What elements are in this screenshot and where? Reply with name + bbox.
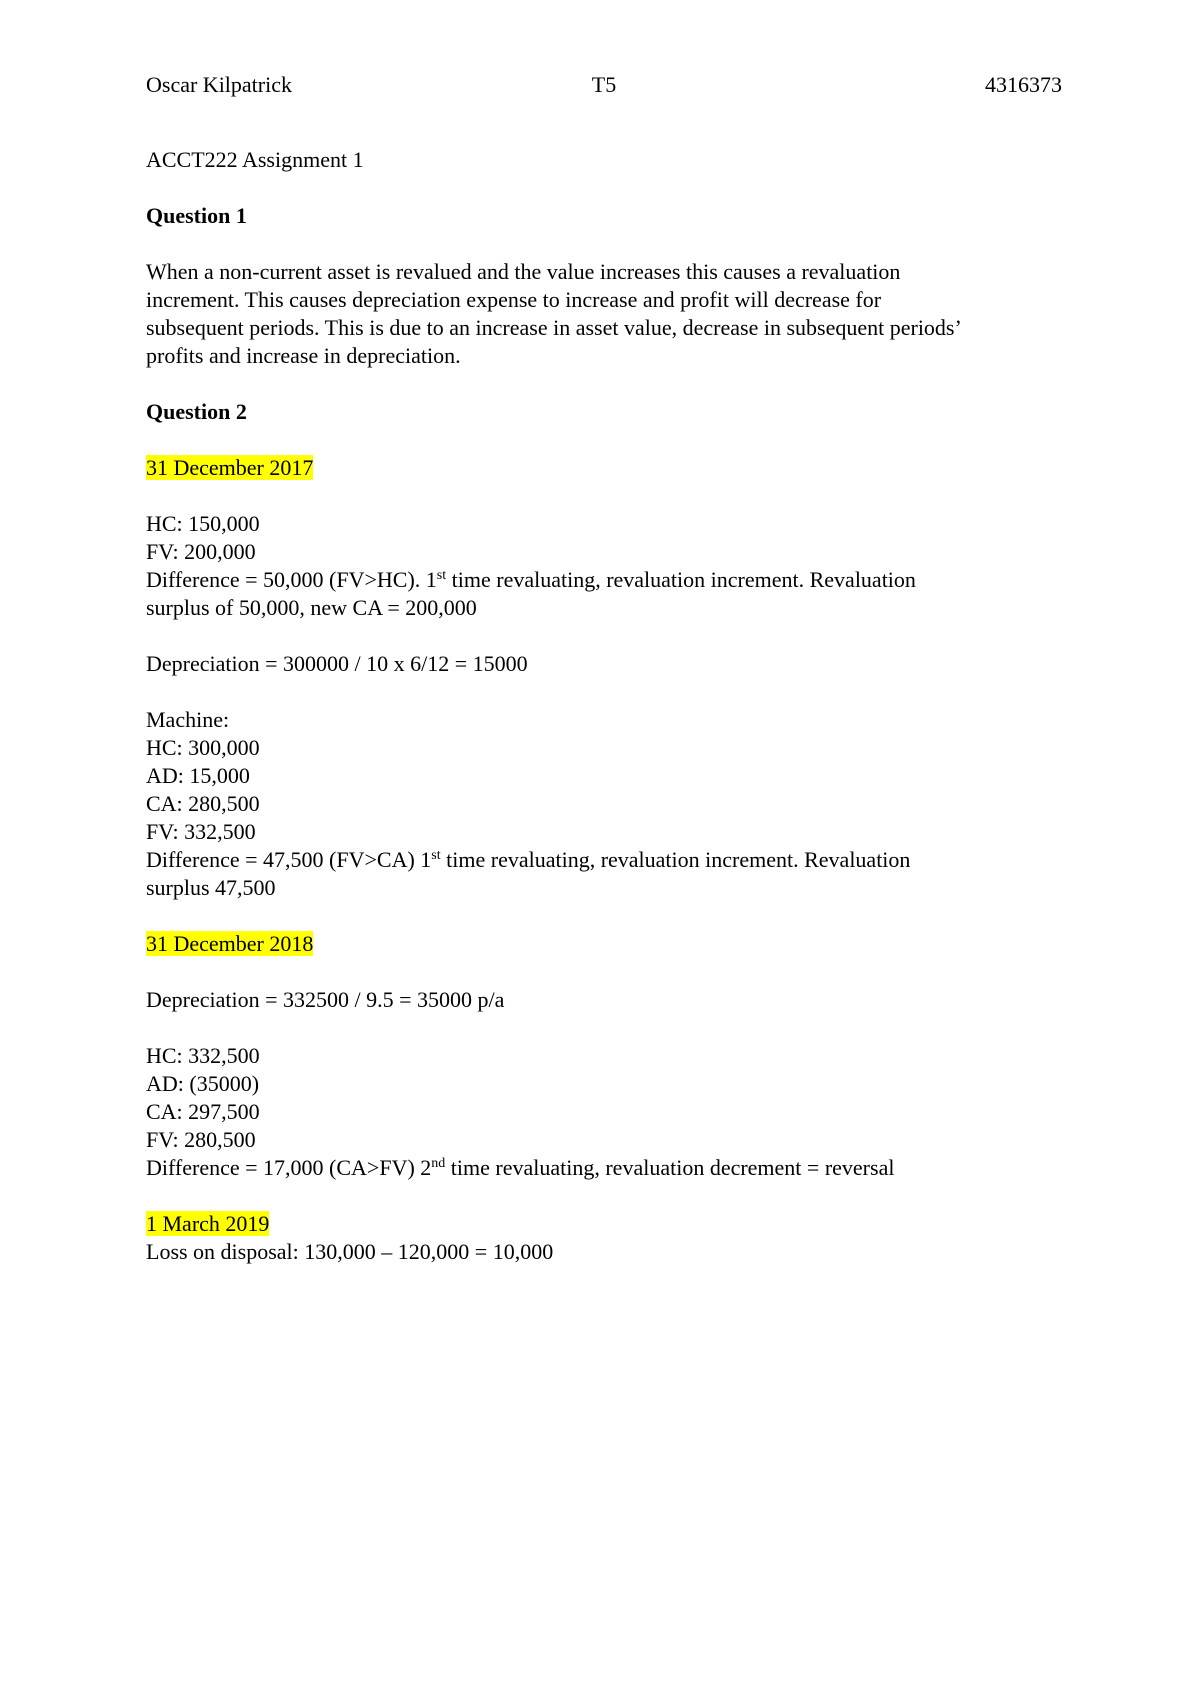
difference-text: Difference = 47,500 (FV>CA) 1: [146, 847, 432, 872]
block-2019: [146, 1210, 1062, 1266]
difference-line: [146, 846, 1062, 874]
difference-line: [146, 1154, 1062, 1182]
answer-line: profits and increase in depreciation.: [146, 343, 461, 368]
header-tutorial: T5: [591, 72, 617, 97]
difference-text: time revaluating, revaluation decrement = reversal: [445, 1155, 895, 1180]
difference-line-cont: surplus of 50,000, new CA = 200,000: [146, 595, 477, 620]
document-body: [146, 146, 1062, 1294]
header-student-name: Oscar Kilpatrick: [146, 72, 292, 97]
question-1-answer: [146, 258, 1062, 370]
ordinal-suffix: st: [431, 848, 441, 863]
difference-text: time revaluating, revaluation increment. Revaluation: [446, 567, 916, 592]
fv-line: FV: 200,000: [146, 539, 256, 564]
block-2017-machine: [146, 706, 1062, 902]
difference-text: Difference = 50,000 (FV>HC). 1: [146, 567, 437, 592]
difference-text: Difference = 17,000 (CA>FV) 2: [146, 1155, 432, 1180]
header-student-id: 4316373: [985, 72, 1062, 97]
hc-line: HC: 300,000: [146, 735, 260, 760]
date-heading-2018: [146, 930, 1062, 958]
machine-label: Machine:: [146, 707, 230, 732]
highlighted-date: 1 March 2019: [146, 1211, 270, 1236]
difference-text: time revaluating, revaluation increment. Revaluation: [440, 847, 911, 872]
answer-line: When a non-current asset is revalued and the value increases this causes a revaluation: [146, 259, 901, 284]
document-title: ACCT222 Assignment 1: [146, 147, 364, 172]
ca-line: CA: 280,500: [146, 791, 260, 816]
fv-line: FV: 280,500: [146, 1127, 256, 1152]
ad-line: AD: (35000): [146, 1071, 260, 1096]
depreciation-2017: Depreciation = 300000 / 10 x 6/12 = 15000: [146, 651, 528, 676]
fv-line: FV: 332,500: [146, 819, 256, 844]
ad-line: AD: 15,000: [146, 763, 250, 788]
highlighted-date: 31 December 2017: [146, 455, 314, 480]
difference-line: [146, 566, 1062, 594]
page-header: [146, 72, 1062, 102]
ordinal-suffix: st: [436, 568, 447, 583]
date-heading-2017: [146, 454, 1062, 482]
ordinal-suffix: nd: [431, 1156, 446, 1171]
difference-line-cont: surplus 47,500: [146, 875, 276, 900]
block-2018: [146, 1042, 1062, 1182]
date-heading-2019: [146, 1210, 1062, 1238]
question-1-heading: Question 1: [146, 203, 247, 228]
answer-line: increment. This causes depreciation expense to increase and profit will decrease for: [146, 287, 882, 312]
highlighted-date: 31 December 2018: [146, 931, 314, 956]
depreciation-2018: Depreciation = 332500 / 9.5 = 35000 p/a: [146, 987, 505, 1012]
question-2-heading: Question 2: [146, 399, 247, 424]
answer-line: subsequent periods. This is due to an increase in asset value, decrease in subsequent periods’: [146, 315, 962, 340]
ca-line: CA: 297,500: [146, 1099, 260, 1124]
hc-line: HC: 332,500: [146, 1043, 260, 1068]
loss-on-disposal-line: Loss on disposal: 130,000 – 120,000 = 10,000: [146, 1239, 554, 1264]
hc-line: HC: 150,000: [146, 511, 260, 536]
block-2017-land: [146, 510, 1062, 622]
